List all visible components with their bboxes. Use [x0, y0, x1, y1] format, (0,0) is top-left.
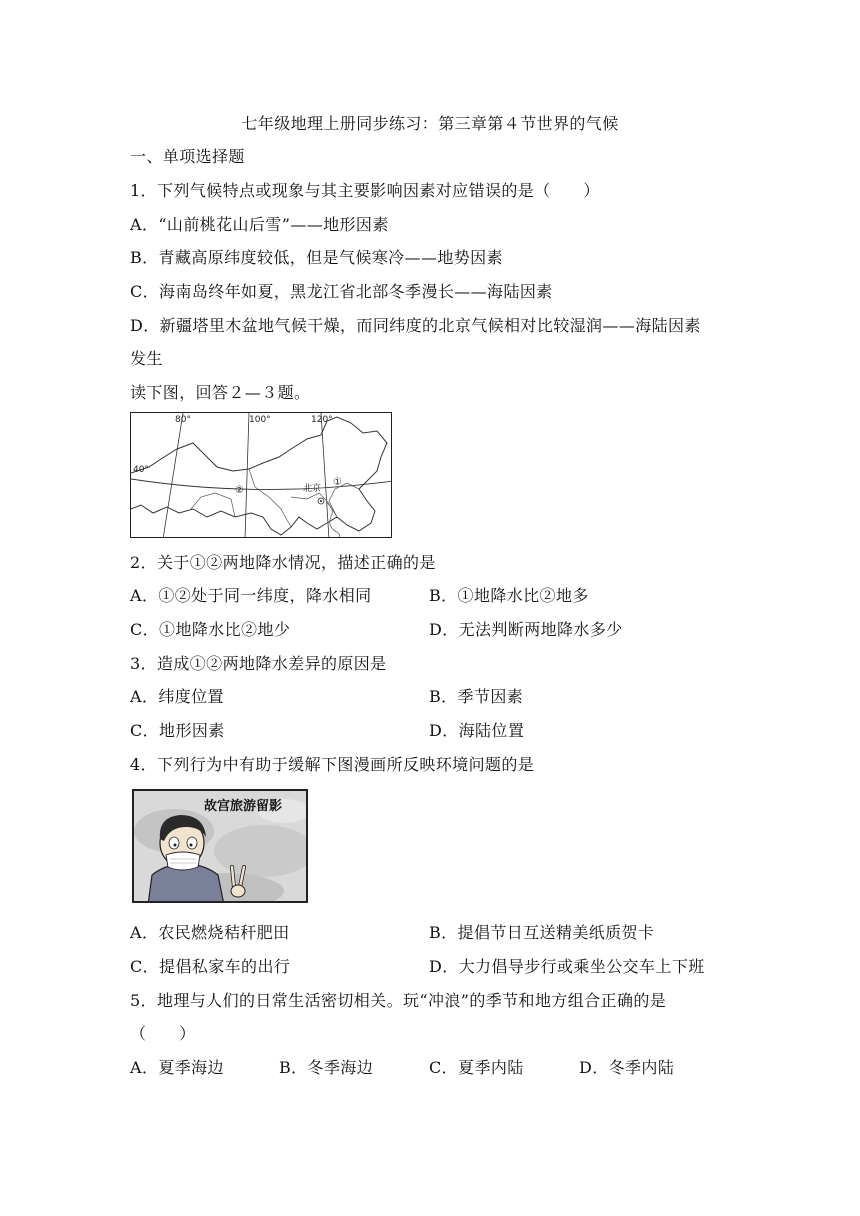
q1-stem: 1．下列气候特点或现象与其主要影响因素对应错误的是（ ） [130, 181, 600, 200]
q4-option-a: A．农民燃烧秸秆肥田 [130, 923, 290, 942]
map-label-beijing: 北京 [303, 484, 322, 494]
q5-option-d: D．冬季内陆 [579, 1058, 675, 1077]
q1-option-a: A．“山前桃花山后雪”——地形因素 [130, 215, 389, 234]
q3-stem: 3．造成①②两地降水差异的原因是 [130, 654, 387, 673]
q1-option-d-continued: 发生 [130, 349, 163, 368]
q4-stem: 4．下列行为中有助于缓解下图漫画所反映环境问题的是 [130, 755, 535, 774]
q1-option-c: C．海南岛终年如夏，黑龙江省北部冬季漫长——海陆因素 [130, 282, 553, 301]
q4-option-c: C．提倡私家车的出行 [130, 957, 291, 976]
map-label-lon-100: 100° [249, 415, 271, 425]
q4-option-d: D．大力倡导步行或乘坐公交车上下班 [429, 957, 705, 976]
q5-option-a: A．夏季海边 [130, 1058, 224, 1077]
map-graphic [131, 413, 392, 538]
map-label-lon-120: 120° [311, 415, 333, 425]
map-label-lat-40: 40° [133, 465, 149, 475]
q2-option-c: C．①地降水比②地少 [130, 620, 291, 639]
q3-option-b: B．季节因素 [429, 687, 524, 706]
map-point-2: ② [235, 485, 244, 496]
q2-stem: 2．关于①②两地降水情况，描述正确的是 [130, 553, 436, 572]
q5-stem-continued: （ ） [130, 1024, 196, 1043]
q4-option-b: B．提倡节日互送精美纸质贺卡 [429, 923, 655, 942]
q3-option-a: A．纬度位置 [130, 687, 224, 706]
q1-option-d: D．新疆塔里木盆地气候干燥，而同纬度的北京气候相对比较湿润——海陆因素 [130, 316, 701, 335]
q5-option-c: C．夏季内陆 [429, 1058, 524, 1077]
intro-q2-q3: 读下图，回答２—３题。 [130, 383, 311, 402]
q2-option-d: D．无法判断两地降水多少 [429, 620, 623, 639]
q1-option-b: B．青藏高原纬度较低，但是气候寒冷——地势因素 [130, 248, 503, 267]
cartoon-caption: 故宫旅游留影 [204, 799, 283, 814]
section-heading: 一、单项选择题 [130, 147, 245, 166]
map-point-1: ① [333, 477, 342, 488]
q5-stem: 5．地理与人们的日常生活密切相关。玩“冲浪”的季节和地方组合正确的是 [130, 991, 667, 1010]
q2-option-b: B．①地降水比②地多 [429, 586, 589, 605]
china-map-figure [130, 412, 392, 538]
map-label-lon-80: 80° [175, 415, 191, 425]
q2-option-a: A．①②处于同一纬度，降水相同 [130, 586, 372, 605]
q5-option-b: B．冬季海边 [279, 1058, 374, 1077]
q3-option-d: D．海陆位置 [429, 721, 525, 740]
document-title: 七年级地理上册同步练习：第三章第４节世界的气候 [241, 114, 619, 133]
q3-option-c: C．地形因素 [130, 721, 225, 740]
smog-cartoon-figure [132, 789, 308, 903]
